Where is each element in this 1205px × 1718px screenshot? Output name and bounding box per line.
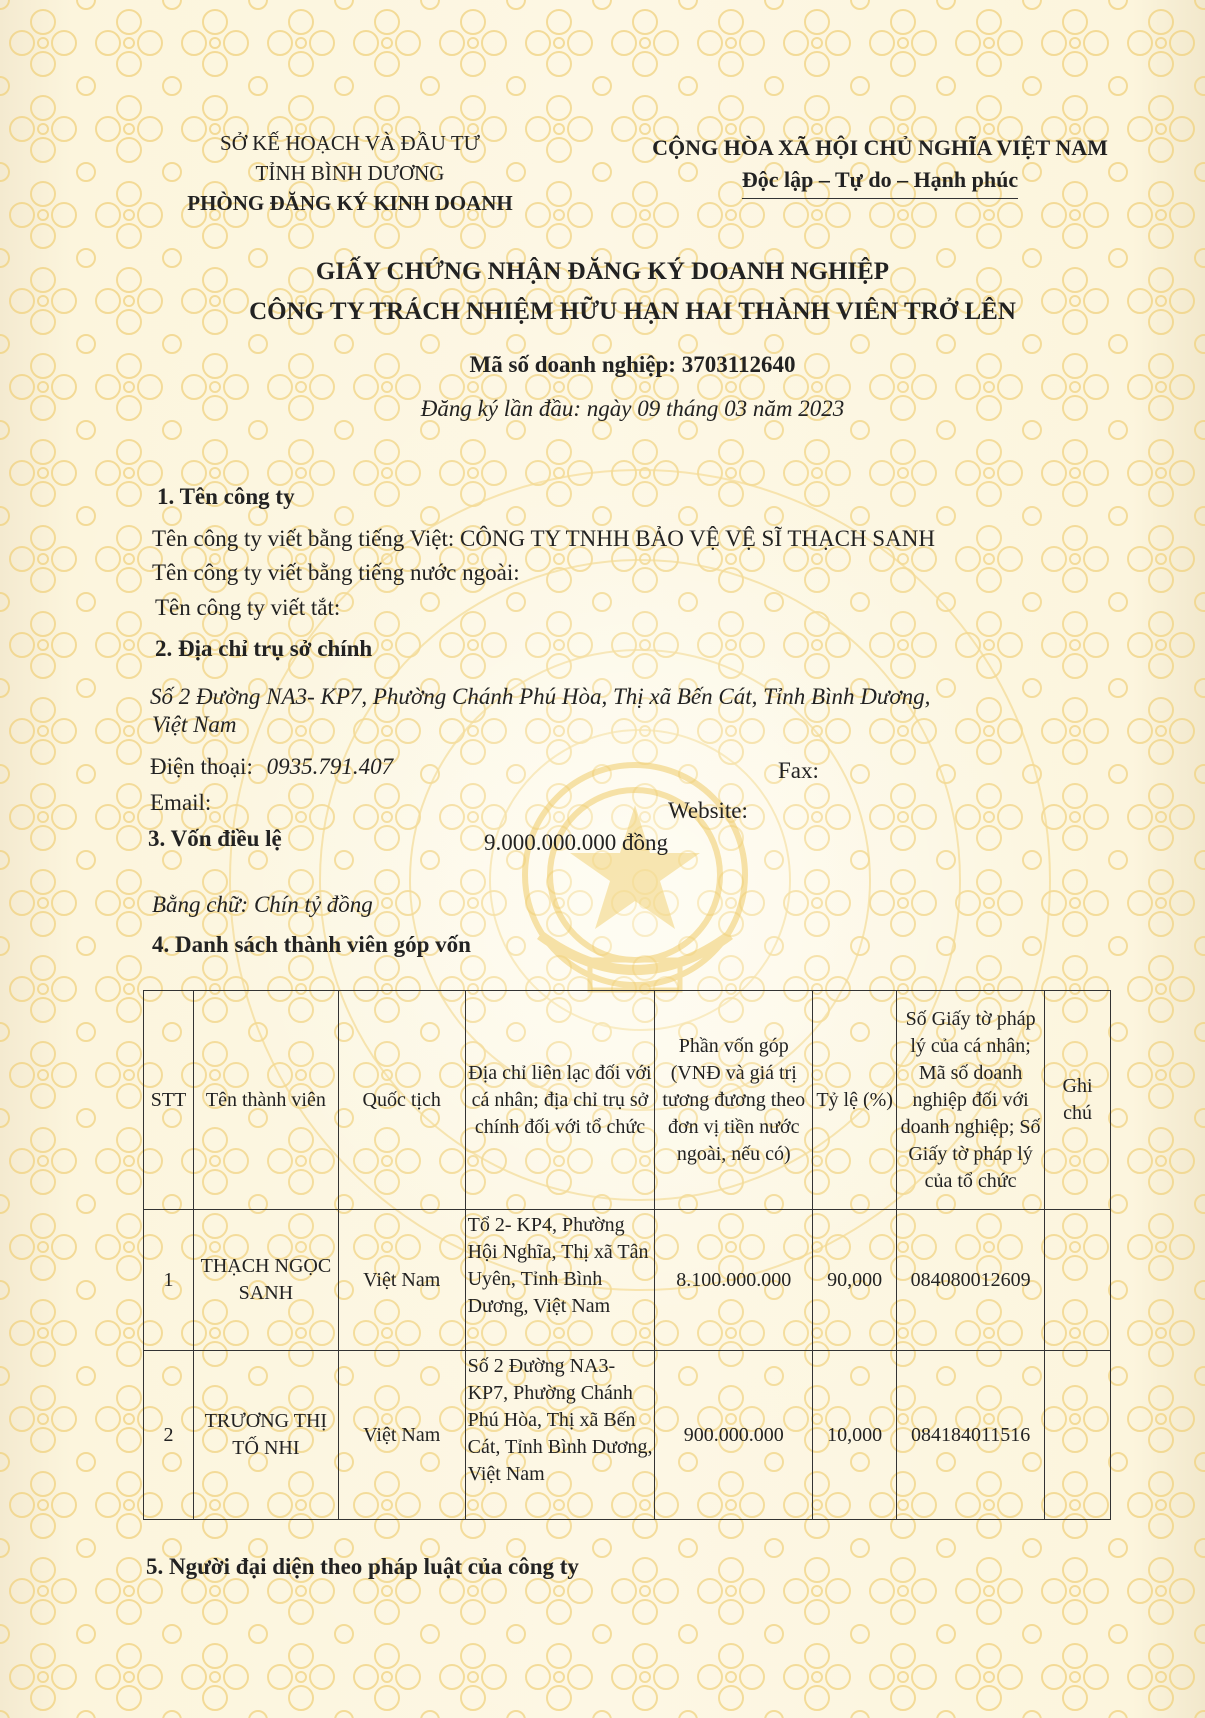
vn-name-value: CÔNG TY TNHH BẢO VỆ VỆ SĨ THẠCH SANH: [459, 526, 935, 551]
member-name: TRƯƠNG THỊ TỐ NHI: [193, 1351, 338, 1520]
issuing-authority-block: [150, 128, 550, 218]
foreign-name-label: Tên công ty viết bằng tiếng nước ngoài:: [152, 560, 520, 585]
member-stt: 2: [144, 1351, 194, 1520]
section-3-heading: 3. Vốn điều lệ: [148, 826, 282, 851]
member-ratio: 90,000: [813, 1210, 897, 1351]
column-header: Ghi chú: [1045, 991, 1111, 1210]
member-id: 084184011516: [897, 1351, 1045, 1520]
email-label: Email:: [150, 790, 212, 815]
authority-province: TỈNH BÌNH DƯƠNG: [255, 161, 445, 185]
charter-capital-amount: 9.000.000.000 đồng: [484, 830, 668, 855]
member-nationality: Việt Nam: [338, 1351, 465, 1520]
phone-label: Điện thoại:: [150, 754, 253, 779]
table-row: [144, 1351, 1111, 1520]
phone-value: 0935.791.407: [266, 754, 394, 779]
column-header: Tỷ lệ (%): [813, 991, 897, 1210]
table-row: [144, 1210, 1111, 1351]
first-registration-date: Đăng ký lần đầu: ngày 09 tháng 03 năm 2023: [420, 396, 845, 421]
authority-office: PHÒNG ĐĂNG KÝ KINH DOANH: [187, 191, 513, 215]
member-note: [1045, 1351, 1111, 1520]
fax-label: Fax:: [778, 758, 819, 783]
section-5-heading: 5. Người đại diện theo pháp luật của công ty: [146, 1554, 579, 1579]
member-address: Số 2 Đường NA3- KP7, Phường Chánh Phú Hòa, Thị xã Bến Cát, Tỉnh Bình Dương, Việt Nam: [465, 1351, 655, 1520]
section-1-heading: 1. Tên công ty: [157, 484, 295, 509]
member-nationality: Việt Nam: [338, 1210, 465, 1351]
column-header: Quốc tịch: [338, 991, 465, 1210]
certificate-title: GIẤY CHỨNG NHẬN ĐĂNG KÝ DOANH NGHIỆP: [315, 258, 890, 285]
column-header: Số Giấy tờ pháp lý của cá nhân; Mã số doanh nghiệp đối với doanh nghiệp; Số Giấy tờ pháp lý của tổ chức: [897, 991, 1045, 1210]
national-motto: Độc lập – Tự do – Hạnh phúc: [742, 164, 1018, 199]
member-address: Tổ 2- KP4, Phường Hội Nghĩa, Thị xã Tân Uyên, Tỉnh Bình Dương, Việt Nam: [465, 1210, 655, 1351]
member-capital: 900.000.000: [655, 1351, 813, 1520]
vn-name-label: Tên công ty viết bằng tiếng Việt:: [152, 526, 455, 551]
company-type-title: CÔNG TY TRÁCH NHIỆM HỮU HẠN HAI THÀNH VIÊN TRỞ LÊN: [249, 298, 1016, 325]
section-2-heading: 2. Địa chỉ trụ sở chính: [155, 636, 373, 661]
head-office-address-line2: Việt Nam: [152, 712, 237, 737]
member-stt: 1: [144, 1210, 194, 1351]
member-capital: 8.100.000.000: [655, 1210, 813, 1351]
website-label: Website:: [668, 798, 748, 823]
charter-capital-in-words: Bằng chữ: Chín tỷ đồng: [152, 892, 373, 917]
table-header-row: [144, 991, 1111, 1210]
country-name: CỘNG HÒA XÃ HỘI CHỦ NGHĨA VIỆT NAM: [652, 135, 1108, 160]
phone-row: [150, 754, 393, 780]
head-office-address-line1: Số 2 Đường NA3- KP7, Phường Chánh Phú Hòa, Thị xã Bến Cát, Tỉnh Bình Dương,: [150, 684, 931, 709]
member-name: THẠCH NGỌC SANH: [193, 1210, 338, 1351]
member-note: [1045, 1210, 1111, 1351]
column-header: STT: [144, 991, 194, 1210]
member-id: 084080012609: [897, 1210, 1045, 1351]
authority-department: SỞ KẾ HOẠCH VÀ ĐẦU TƯ: [220, 131, 480, 155]
vn-name-row: [152, 526, 935, 552]
column-header: Địa chỉ liên lạc đối với cá nhân; địa chỉ trụ sở chính đối với tổ chức: [465, 991, 655, 1210]
section-4-heading: 4. Danh sách thành viên góp vốn: [152, 932, 471, 957]
column-header: Phần vốn góp (VNĐ và giá trị tương đương theo đơn vị tiền nước ngoài, nếu có): [655, 991, 813, 1210]
column-header: Tên thành viên: [193, 991, 338, 1210]
enterprise-code: Mã số doanh nghiệp: 3703112640: [469, 352, 796, 377]
short-name-label: Tên công ty viết tắt:: [155, 595, 341, 620]
national-title-block: [610, 132, 1150, 199]
member-ratio: 10,000: [813, 1351, 897, 1520]
members-table: [143, 990, 1111, 1520]
